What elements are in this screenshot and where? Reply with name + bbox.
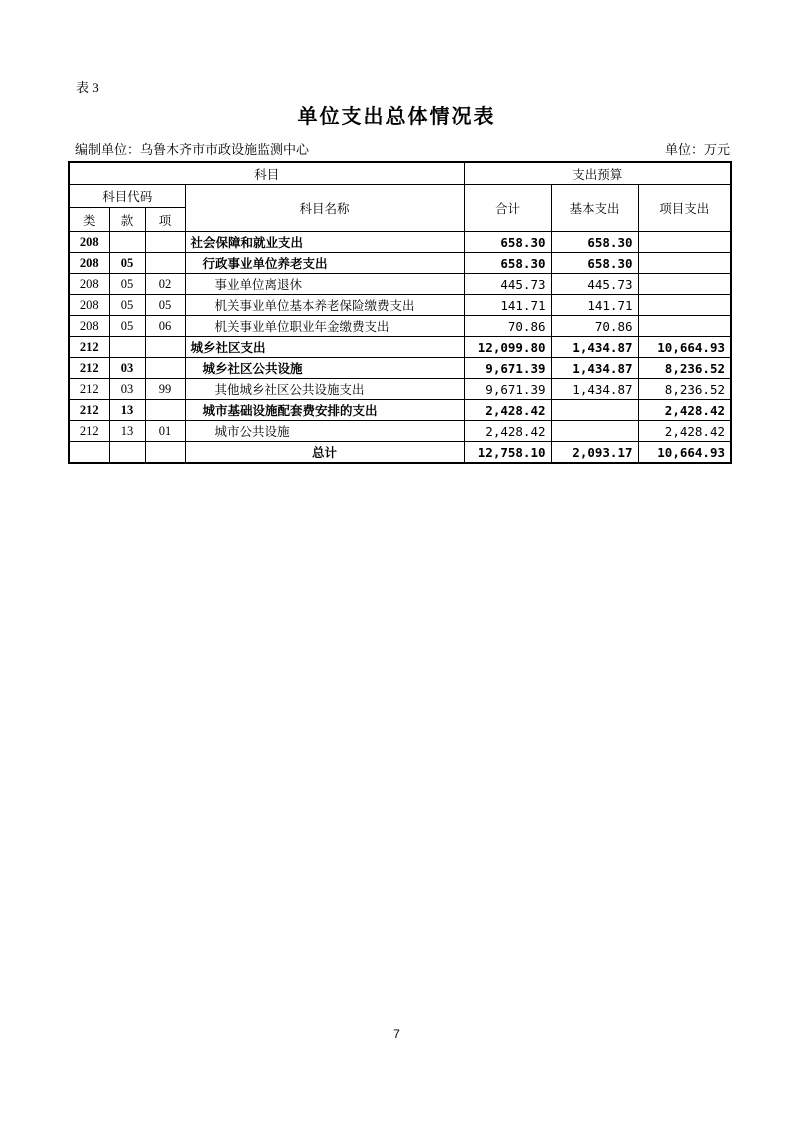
- header-budget-group: 支出预算: [464, 162, 731, 185]
- section-code-cell: 13: [109, 421, 145, 442]
- class-code-cell: 208: [69, 316, 109, 337]
- class-code-cell: 212: [69, 358, 109, 379]
- total-cell: 2,428.42: [464, 421, 551, 442]
- class-code-cell: 212: [69, 421, 109, 442]
- basic-cell: [551, 400, 638, 421]
- total-cell: 2,428.42: [464, 400, 551, 421]
- basic-cell: 1,434.87: [551, 379, 638, 400]
- class-code-cell: 212: [69, 337, 109, 358]
- total-cell: 70.86: [464, 316, 551, 337]
- basic-cell: 445.73: [551, 274, 638, 295]
- basic-cell: 658.30: [551, 253, 638, 274]
- total-cell: 9,671.39: [464, 379, 551, 400]
- table-row: [69, 400, 731, 421]
- section-code-cell: 05: [109, 253, 145, 274]
- basic-cell: [551, 421, 638, 442]
- item-code-cell: [145, 337, 185, 358]
- table-row: [69, 337, 731, 358]
- item-code-cell: [145, 442, 185, 464]
- section-code-cell: 05: [109, 295, 145, 316]
- total-cell: 12,099.80: [464, 337, 551, 358]
- basic-cell: 141.71: [551, 295, 638, 316]
- subject-name-cell: 机关事业单位职业年金缴费支出: [185, 316, 464, 337]
- project-cell: 8,236.52: [638, 358, 731, 379]
- project-cell: [638, 253, 731, 274]
- meta-row: [68, 139, 730, 158]
- total-cell: 658.30: [464, 232, 551, 253]
- class-code-cell: [69, 442, 109, 464]
- total-cell: 141.71: [464, 295, 551, 316]
- header-subject-group: 科目: [69, 162, 464, 185]
- item-code-cell: [145, 400, 185, 421]
- header-row-groups: [69, 162, 731, 185]
- subject-name-cell: 事业单位离退休: [185, 274, 464, 295]
- class-code-cell: 208: [69, 295, 109, 316]
- table-label: 表 3: [76, 80, 99, 95]
- basic-cell: 658.30: [551, 232, 638, 253]
- project-cell: 2,428.42: [638, 400, 731, 421]
- section-code-cell: 05: [109, 274, 145, 295]
- subject-name-cell: 机关事业单位基本养老保险缴费支出: [185, 295, 464, 316]
- table-row: [69, 232, 731, 253]
- item-code-cell: [145, 253, 185, 274]
- project-cell: [638, 316, 731, 337]
- item-code-cell: 05: [145, 295, 185, 316]
- basic-cell: 1,434.87: [551, 337, 638, 358]
- total-cell: 12,758.10: [464, 442, 551, 464]
- table-row: [69, 295, 731, 316]
- item-code-cell: 02: [145, 274, 185, 295]
- table-row-grand-total: [69, 442, 731, 464]
- total-cell: 445.73: [464, 274, 551, 295]
- table-row: [69, 274, 731, 295]
- header-item: 项: [145, 208, 185, 232]
- prepared-by-label: 编制单位：乌鲁木齐市市政设施监测中心: [75, 142, 310, 157]
- project-cell: 8,236.52: [638, 379, 731, 400]
- item-code-cell: 06: [145, 316, 185, 337]
- header-project-expenditure: 项目支出: [638, 185, 731, 232]
- basic-cell: 2,093.17: [551, 442, 638, 464]
- section-code-cell: 13: [109, 400, 145, 421]
- item-code-cell: [145, 232, 185, 253]
- basic-cell: 70.86: [551, 316, 638, 337]
- header-row-columns: [69, 185, 731, 208]
- page-title: 单位支出总体情况表: [297, 106, 496, 128]
- header-subject-code: 科目代码: [69, 185, 185, 208]
- basic-cell: 1,434.87: [551, 358, 638, 379]
- page-number: 7: [393, 1027, 400, 1041]
- project-cell: 2,428.42: [638, 421, 731, 442]
- subject-name-cell: 城乡社区支出: [185, 337, 464, 358]
- subject-name-cell: 行政事业单位养老支出: [185, 253, 464, 274]
- section-code-cell: 03: [109, 358, 145, 379]
- unit-label: 单位：万元: [664, 142, 730, 157]
- table-row: [69, 316, 731, 337]
- section-code-cell: [109, 442, 145, 464]
- project-cell: 10,664.93: [638, 337, 731, 358]
- item-code-cell: 01: [145, 421, 185, 442]
- item-code-cell: [145, 358, 185, 379]
- header-section: 款: [109, 208, 145, 232]
- header-class: 类: [69, 208, 109, 232]
- class-code-cell: 208: [69, 253, 109, 274]
- subject-name-cell: 社会保障和就业支出: [185, 232, 464, 253]
- table-row: [69, 253, 731, 274]
- table-row: [69, 421, 731, 442]
- project-cell: 10,664.93: [638, 442, 731, 464]
- subject-name-cell: 总计: [185, 442, 464, 464]
- header-total: 合计: [464, 185, 551, 232]
- subject-name-cell: 城乡社区公共设施: [185, 358, 464, 379]
- item-code-cell: 99: [145, 379, 185, 400]
- table-row: [69, 379, 731, 400]
- project-cell: [638, 232, 731, 253]
- subject-name-cell: 城市基础设施配套费安排的支出: [185, 400, 464, 421]
- class-code-cell: 212: [69, 400, 109, 421]
- class-code-cell: 212: [69, 379, 109, 400]
- project-cell: [638, 295, 731, 316]
- total-cell: 9,671.39: [464, 358, 551, 379]
- table-row: [69, 358, 731, 379]
- subject-name-cell: 其他城乡社区公共设施支出: [185, 379, 464, 400]
- project-cell: [638, 274, 731, 295]
- expenditure-table: [68, 161, 732, 464]
- section-code-cell: 05: [109, 316, 145, 337]
- total-cell: 658.30: [464, 253, 551, 274]
- section-code-cell: 03: [109, 379, 145, 400]
- class-code-cell: 208: [69, 274, 109, 295]
- section-code-cell: [109, 337, 145, 358]
- header-basic-expenditure: 基本支出: [551, 185, 638, 232]
- section-code-cell: [109, 232, 145, 253]
- header-subject-name: 科目名称: [185, 185, 464, 232]
- class-code-cell: 208: [69, 232, 109, 253]
- subject-name-cell: 城市公共设施: [185, 421, 464, 442]
